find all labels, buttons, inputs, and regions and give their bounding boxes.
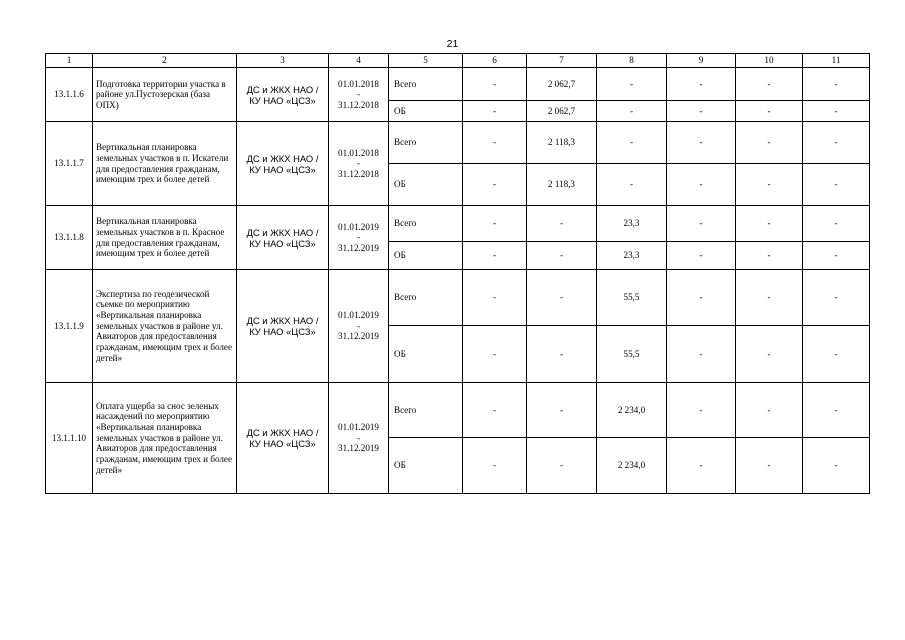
end-date: 31.12.2019 (338, 242, 379, 253)
funding-value: - (463, 383, 527, 438)
funding-value: 23,3 (597, 242, 667, 270)
funding-value: 2 234,0 (597, 383, 667, 438)
column-number-header: 9 (667, 54, 736, 68)
table-row (46, 383, 870, 438)
funding-value: 23,3 (597, 206, 667, 242)
funding-value: - (463, 122, 527, 164)
funding-value: - (527, 206, 597, 242)
responsible-executor: ДС и ЖКХ НАО / КУ НАО «ЦСЗ» (237, 270, 329, 383)
funding-source: Всего (389, 122, 463, 164)
funding-value: - (463, 242, 527, 270)
funding-value: - (667, 438, 736, 494)
funding-value: - (463, 164, 527, 206)
funding-value: 2 234,0 (597, 438, 667, 494)
activity-name: Вертикальная планировка земельных участков в п. Искатели для предоставления гражданам, имеющим трех и более детей (93, 122, 237, 206)
date-separator: - (356, 158, 361, 169)
activity-name: Оплата ущерба за снос зеленых насаждений по мероприятию «Вертикальная планировка земельных участков в районе ул. Авиаторов для предоставления гражданам, имеющим трех и более детей» (93, 383, 237, 494)
funding-value: - (803, 206, 870, 242)
page-number: 21 (446, 38, 459, 50)
end-date: 31.12.2018 (338, 168, 379, 179)
funding-value: - (667, 383, 736, 438)
table-row (46, 68, 870, 101)
period-cell (329, 122, 389, 206)
responsible-executor: ДС и ЖКХ НАО / КУ НАО «ЦСЗ» (237, 206, 329, 270)
funding-value: - (736, 270, 803, 326)
funding-value: - (736, 383, 803, 438)
funding-value: - (667, 68, 736, 101)
period-cell (329, 206, 389, 270)
funding-value: - (463, 206, 527, 242)
table-row (46, 122, 870, 164)
funding-value: - (667, 164, 736, 206)
activity-number: 13.1.1.6 (46, 68, 93, 122)
column-number-header: 1 (46, 54, 93, 68)
responsible-executor: ДС и ЖКХ НАО / КУ НАО «ЦСЗ» (237, 122, 329, 206)
funding-value: 2 118,3 (527, 122, 597, 164)
funding-value: - (667, 326, 736, 383)
funding-source: ОБ (389, 101, 463, 122)
date-separator: - (356, 89, 361, 100)
funding-value: - (803, 68, 870, 101)
start-date: 01.01.2019 (338, 310, 379, 321)
date-separator: - (356, 320, 361, 331)
funding-source: ОБ (389, 326, 463, 383)
funding-value: - (527, 242, 597, 270)
end-date: 31.12.2019 (338, 331, 379, 342)
end-date: 31.12.2019 (338, 443, 379, 454)
funding-value: - (736, 326, 803, 383)
funding-source: ОБ (389, 438, 463, 494)
period-cell (329, 270, 389, 383)
date-separator: - (356, 232, 361, 243)
funding-value: - (803, 242, 870, 270)
activity-name: Вертикальная планировка земельных участков в п. Красное для предоставления гражданам, имеющим трех и более детей (93, 206, 237, 270)
funding-value: - (736, 122, 803, 164)
funding-value: - (667, 242, 736, 270)
funding-value: 2 062,7 (527, 68, 597, 101)
activity-number: 13.1.1.10 (46, 383, 93, 494)
funding-source: Всего (389, 68, 463, 101)
start-date: 01.01.2019 (338, 422, 379, 433)
funding-value: - (736, 101, 803, 122)
funding-source: ОБ (389, 242, 463, 270)
funding-source: Всего (389, 206, 463, 242)
table-row (46, 270, 870, 326)
funding-value: - (463, 326, 527, 383)
funding-value: - (463, 68, 527, 101)
funding-value: - (736, 242, 803, 270)
funding-value: 2 118,3 (527, 164, 597, 206)
period-cell (329, 383, 389, 494)
column-number-header: 8 (597, 54, 667, 68)
funding-source: ОБ (389, 164, 463, 206)
funding-value: - (803, 164, 870, 206)
funding-value: - (803, 122, 870, 164)
funding-value: - (597, 122, 667, 164)
activity-name: Подготовка территории участка в районе ул.Пустозерская (база ОПХ) (93, 68, 237, 122)
funding-value: - (527, 438, 597, 494)
funding-value: - (463, 438, 527, 494)
funding-value: - (527, 326, 597, 383)
column-number-header: 5 (389, 54, 463, 68)
activity-name: Экспертиза по геодезической съемке по мероприятию «Вертикальная планировка земельных участков в районе ул. Авиаторов для предоставления гражданам, имеющим трех и более детей» (93, 270, 237, 383)
column-number-header: 3 (237, 54, 329, 68)
date-separator: - (356, 432, 361, 443)
funding-value: 2 062,7 (527, 101, 597, 122)
funding-value: - (527, 270, 597, 326)
column-number-header: 11 (803, 54, 870, 68)
start-date: 01.01.2018 (338, 147, 379, 158)
funding-value: - (667, 122, 736, 164)
funding-value: - (803, 101, 870, 122)
funding-value: - (803, 270, 870, 326)
funding-value: - (597, 164, 667, 206)
activity-number: 13.1.1.8 (46, 206, 93, 270)
funding-value: 55,5 (597, 326, 667, 383)
column-number-header: 10 (736, 54, 803, 68)
funding-value: - (736, 438, 803, 494)
activity-number: 13.1.1.9 (46, 270, 93, 383)
responsible-executor: ДС и ЖКХ НАО / КУ НАО «ЦСЗ» (237, 383, 329, 494)
start-date: 01.01.2019 (338, 221, 379, 232)
column-number-header: 4 (329, 54, 389, 68)
responsible-executor: ДС и ЖКХ НАО / КУ НАО «ЦСЗ» (237, 68, 329, 122)
program-activities-table (45, 53, 870, 494)
funding-value: - (736, 68, 803, 101)
funding-value: - (667, 206, 736, 242)
funding-value: - (667, 270, 736, 326)
funding-value: - (597, 101, 667, 122)
activity-number: 13.1.1.7 (46, 122, 93, 206)
column-number-header: 6 (463, 54, 527, 68)
funding-value: - (597, 68, 667, 101)
column-number-header: 7 (527, 54, 597, 68)
table-body (46, 68, 870, 494)
table-row (46, 206, 870, 242)
funding-value: - (736, 164, 803, 206)
funding-value: 55,5 (597, 270, 667, 326)
funding-value: - (803, 438, 870, 494)
funding-value: - (527, 383, 597, 438)
funding-value: - (736, 206, 803, 242)
funding-value: - (463, 101, 527, 122)
column-number-row (46, 54, 870, 68)
funding-value: - (803, 383, 870, 438)
funding-value: - (803, 326, 870, 383)
start-date: 01.01.2018 (338, 78, 379, 89)
period-cell (329, 68, 389, 122)
funding-source: Всего (389, 383, 463, 438)
funding-source: Всего (389, 270, 463, 326)
end-date: 31.12.2018 (338, 99, 379, 110)
funding-value: - (667, 101, 736, 122)
funding-value: - (463, 270, 527, 326)
column-number-header: 2 (93, 54, 237, 68)
